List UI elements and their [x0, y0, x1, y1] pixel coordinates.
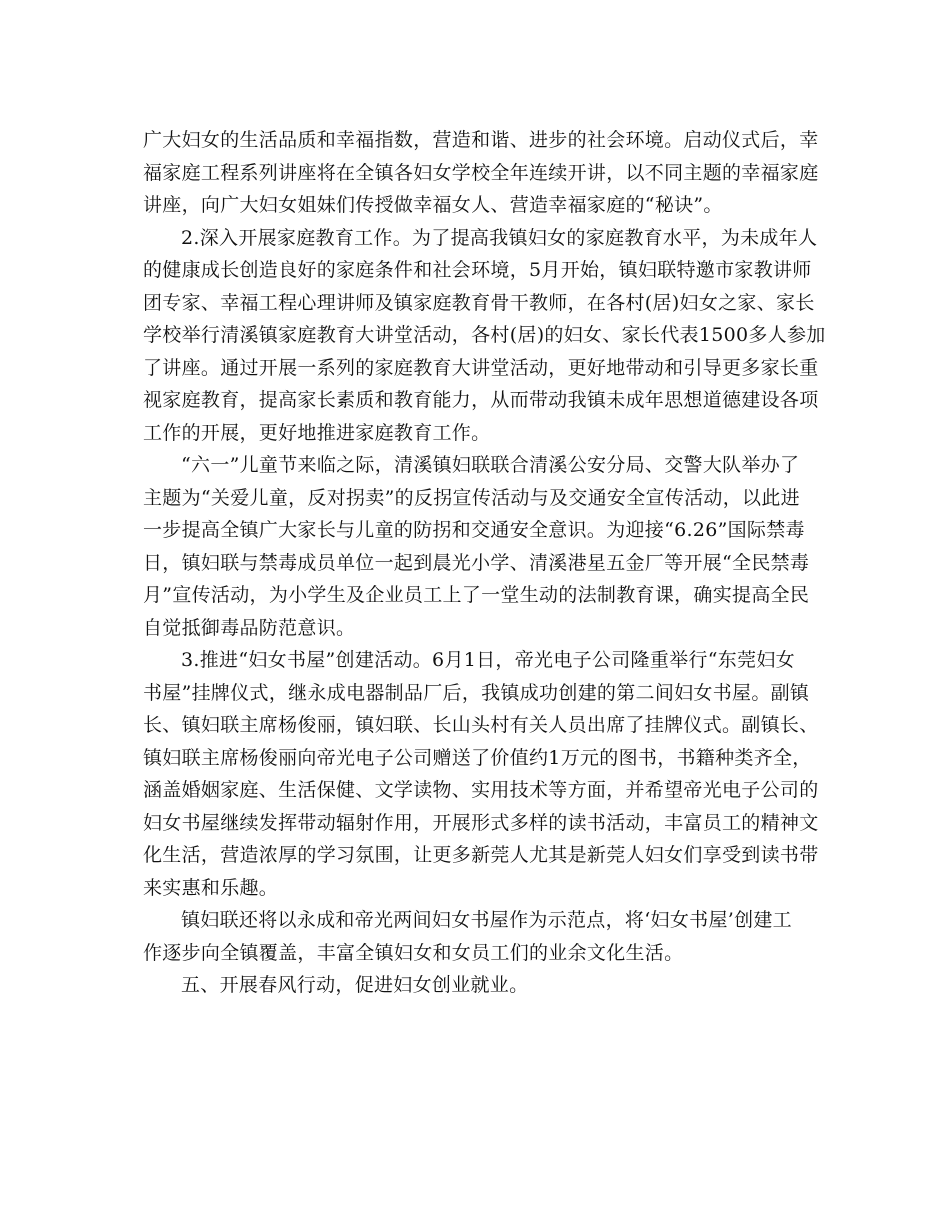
text-line: 视家庭教育，提高家长素质和教育能力，从而带动我镇未成年思想道德建设各项 [143, 389, 819, 411]
text-line: 来实惠和乐趣。 [143, 876, 279, 899]
text-line: 镇妇联主席杨俊丽向帝光电子公司赠送了价值约1万元的图书，书籍种类齐全， [143, 746, 812, 769]
text-line: 涵盖婚姻家庭、生活保健、文学读物、实用技术等方面，并希望帝光电子公司的 [143, 779, 819, 801]
text-line: 书屋”挂牌仪式，继永成电器制品厂后，我镇成功创建的第二间妇女书屋。副镇 [143, 681, 810, 704]
document-body [143, 124, 826, 1002]
text-line: 五、开展春风行动，促进妇女创业就业。 [181, 974, 529, 996]
text-line: 化生活，营造浓厚的学习氛围，让更多新莞人尤其是新莞人妇女们享受到读书带 [143, 844, 819, 866]
text-line: 自觉抵御毒品防范意识。 [143, 616, 356, 639]
text-line: 福家庭工程系列讲座将在全镇各妇女学校全年连续开讲，以不同主题的幸福家庭 [143, 161, 819, 184]
text-line: 的健康成长创造良好的家庭条件和社会环境，5月开始，镇妇联特邀市家教讲师 [143, 259, 812, 281]
text-line: 2.深入开展家庭教育工作。为了提高我镇妇女的家庭教育水平，为未成年人 [181, 226, 818, 249]
text-line: 讲座，向广大妇女姐妹们传授做幸福女人、营造幸福家庭的“秘诀”。 [143, 194, 723, 216]
text-line: 工作的开展，更好地推进家庭教育工作。 [143, 421, 491, 444]
text-line: 一步提高全镇广大家长与儿童的防拐和交通安全意识。为迎接“6.26”国际禁毒 [143, 519, 805, 541]
text-line: “六一”儿童节来临之际，清溪镇妇联联合清溪公安分局、交警大队举办了 [181, 454, 800, 476]
text-line: 了讲座。通过开展一系列的家庭教育大讲堂活动，更好地带动和引导更多家长重 [143, 356, 819, 379]
text-line: 妇女书屋继续发挥带动辐射作用，开展形式多样的读书活动，丰富员工的精神文 [143, 811, 819, 834]
text-line: 团专家、幸福工程心理讲师及镇家庭教育骨干教师，在各村(居)妇女之家、家长 [143, 291, 815, 314]
text-line: 主题为“关爱儿童，反对拐卖”的反拐宣传活动与及交通安全宣传活动，以此进 [143, 486, 800, 509]
text-line: 日，镇妇联与禁毒成员单位一起到晨光小学、清溪港星五金厂等开展“全民禁毒 [143, 551, 810, 574]
text-line: 作逐步向全镇覆盖，丰富全镇妇女和女员工们的业余文化生活。 [143, 941, 684, 964]
text-line: 3.推进“妇女书屋”创建活动。6月1日，帝光电子公司隆重举行“东莞妇女 [181, 649, 795, 671]
text-line: 长、镇妇联主席杨俊丽，镇妇联、长山头村有关人员出席了挂牌仪式。副镇长、 [143, 714, 819, 736]
text-line: 广大妇女的生活品质和幸福指数，营造和谐、进步的社会环境。启动仪式后，幸 [143, 129, 819, 151]
text-line: 月”宣传活动，为小学生及企业员工上了一堂生动的法制教育课，确实提高全民 [143, 584, 810, 606]
text-line: 学校举行清溪镇家庭教育大讲堂活动，各村(居)的妇女、家长代表1500多人参加 [143, 324, 826, 346]
text-line: 镇妇联还将以永成和帝光两间妇女书屋作为示范点，将‘妇女书屋’创建工 [181, 909, 792, 931]
